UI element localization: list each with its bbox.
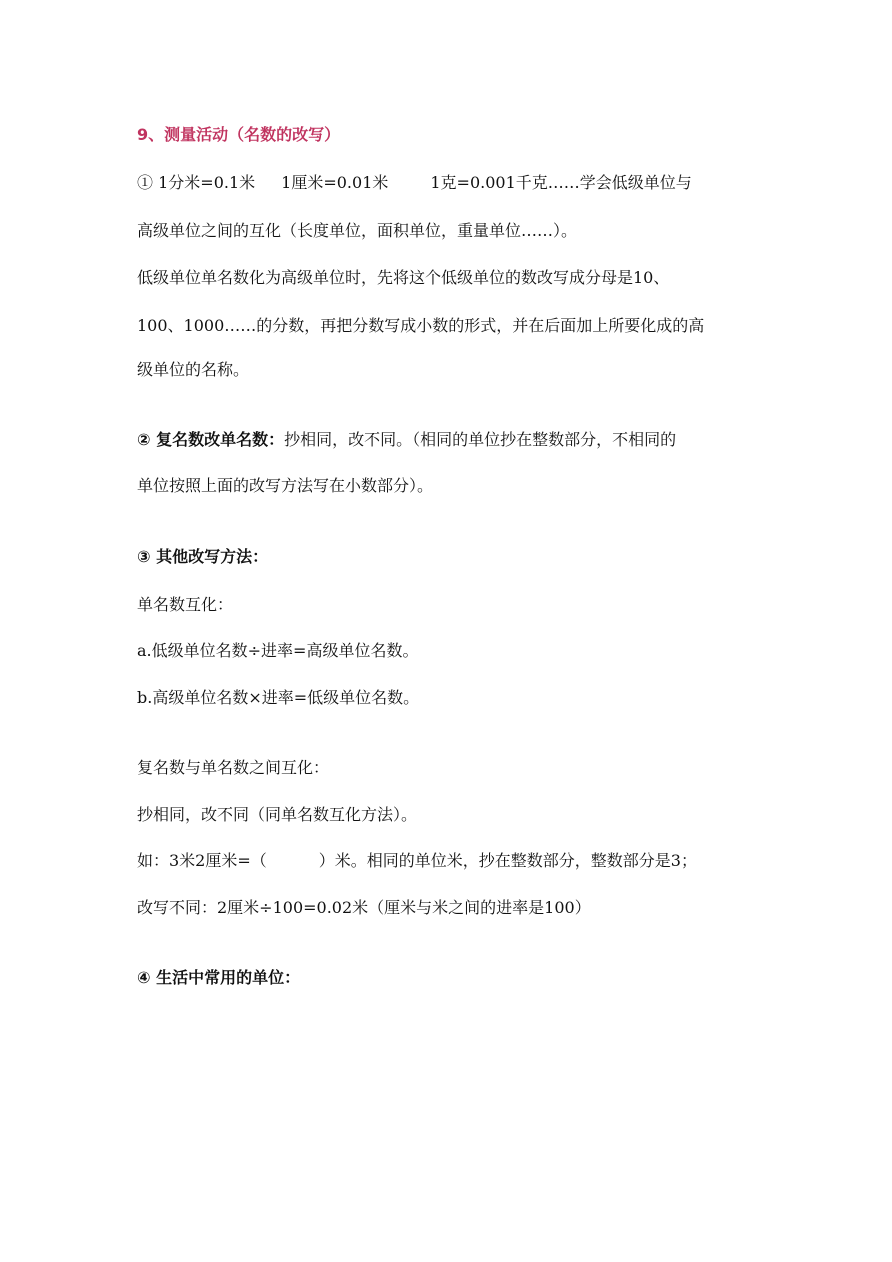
circled-number-1: ① xyxy=(137,173,154,192)
part2-line2: 单位按照上面的改写方法写在小数部分）。 xyxy=(137,476,434,495)
part3-subheading-single: 单名数互化： xyxy=(137,595,234,614)
part3-example-line2: 改写不同：2厘米÷100=0.02米（厘米与米之间的进率是100） xyxy=(137,898,591,917)
part3-rule-a: a.低级单位名数÷进率=高级单位名数。 xyxy=(137,641,419,660)
section-title: 9、测量活动（名数的改写） xyxy=(137,125,341,144)
part2-text: 抄相同，改不同。（相同的单位抄在整数部分，不相同的 xyxy=(284,430,677,449)
example-suffix: ）米。相同的单位米，抄在整数部分，整数部分是3； xyxy=(318,851,697,870)
part3-rule-c: 抄相同，改不同（同单名数互化方法）。 xyxy=(137,805,418,824)
part2-line1 xyxy=(137,429,676,451)
part4-heading: ④ 生活中常用的单位： xyxy=(137,968,301,987)
part1-line1 xyxy=(137,172,692,194)
example-prefix: 如：3米2厘米=（ xyxy=(137,851,267,870)
part1-line5: 级单位的名称。 xyxy=(137,360,250,379)
conversion-g-to-kg: 1克=0.001千克……学会低级单位与 xyxy=(430,173,692,192)
conversion-cm-to-m: 1厘米=0.01米 xyxy=(281,173,389,192)
part1-line4: 100、1000……的分数，再把分数写成小数的形式，并在后面加上所要化成的高 xyxy=(137,316,705,335)
part3-subheading-compound: 复名数与单名数之间互化： xyxy=(137,758,330,777)
part3-rule-b: b.高级单位名数×进率=低级单位名数。 xyxy=(137,688,420,707)
conversion-dm-to-m: 1分米=0.1米 xyxy=(158,173,256,192)
part3-heading: ③ 其他改写方法： xyxy=(137,547,269,566)
part1-line3: 低级单位单名数化为高级单位时，先将这个低级单位的数改写成分母是10、 xyxy=(137,268,670,287)
part2-heading: ② 复名数改单名数： xyxy=(137,430,285,449)
part3-example-line1 xyxy=(137,850,697,872)
part1-line2: 高级单位之间的互化（长度单位，面积单位，重量单位……）。 xyxy=(137,221,578,240)
